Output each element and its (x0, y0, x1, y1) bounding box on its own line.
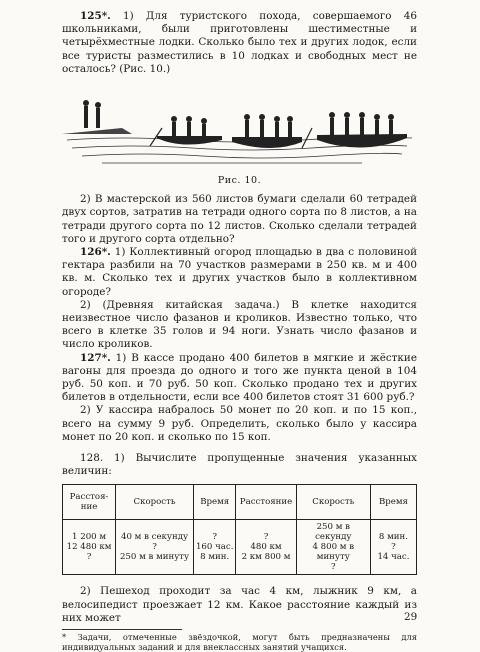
problem-number: 125*. (80, 10, 111, 22)
cell-value: 160 час. (195, 542, 234, 553)
problem-128-part2: 2) Пешеход проходит за час 4 км, лыжник 9 км, а велосипедист проезжает 12 км. Какое расстояние каждый из них может (62, 585, 417, 624)
table-header-row (63, 485, 417, 520)
cell-time (193, 520, 235, 575)
footnote: * Задачи, отмеченные звёздочкой, могут быть предназначены для индивидуальных заданий и для внеклассных занятий учащихся. (62, 632, 417, 652)
cell-value: 1 200 м (72, 532, 107, 543)
cell-value: 8 мин. (378, 532, 408, 543)
header-speed-2: Скорость (296, 485, 370, 520)
cell-value: 8 мин. (200, 552, 230, 563)
cell-speed-2 (296, 520, 370, 575)
cell-value: 250 м в секунду (315, 522, 352, 543)
problem-128-heading: 128. 1) Вычислите пропущенные значения указанных величин: (62, 452, 417, 478)
cell-distance (63, 520, 116, 575)
figure-caption: Рис. 10. (217, 175, 262, 187)
problem-127-part2: 2) У кассира набралось 50 монет по 20 коп. и по 15 коп., всего на сумму 9 руб. Определить, сколько было у кассира монет по 20 коп. и сколько по 15 коп. (62, 404, 417, 443)
cell-value: ? (330, 562, 336, 573)
cell-value: ? (391, 542, 396, 553)
table-row (63, 520, 417, 575)
problem-126-part2: 2) (Древняя китайская задача.) В клетке находится неизвестное число фазанов и кроликов. Известно только, что всего в клетке 35 голов и 94 ноги. Узнать число фазанов и число кроликов. (62, 298, 417, 351)
header-time: Время (193, 485, 235, 520)
cell-value: ? (86, 552, 92, 563)
header-speed: Скорость (116, 485, 194, 520)
problem-number: 127*. (80, 351, 111, 364)
cell-value: ? (152, 542, 157, 553)
cell-value: 480 км (250, 542, 282, 553)
cell-value: 2 км 800 м (241, 552, 291, 563)
cell-value: 250 м в минуту (119, 552, 190, 563)
problem-number: 126*. (80, 246, 111, 259)
cell-value: ? (212, 532, 217, 543)
cell-time-2 (370, 520, 416, 575)
problem-125-part2: 2) В мастерской из 560 листов бумаги сделали 60 тетрадей двух сортов, затратив на тетради одного сорта по 8 листов, а на тетради другого сорта по 12 листов. Сколько сделали тетрадей того и другого сорта отдельно? (62, 193, 417, 245)
footnote-divider (62, 629, 182, 630)
problem-text: 1) Для туристского похода, совершаемого 46 школьниками, были приготовлены шестиместные и четырёхместные лодки. Сколько было тех и других лодок, если все туристы разместились в 10 лодках и свободных мест не осталось? (Рис. 10.) (62, 10, 417, 75)
header-distance: Расстоя-ние (63, 485, 116, 520)
textbook-page (62, 10, 417, 652)
cell-value: 14 час. (377, 552, 410, 563)
header-time-2: Время (370, 485, 416, 520)
cell-value: 40 м в секунду (121, 532, 189, 543)
boats-illustration (62, 80, 417, 170)
header-distance-2: Расстояние (236, 485, 296, 520)
problem-126-part1 (62, 246, 417, 299)
figure-boats (62, 80, 417, 170)
cell-speed (116, 520, 194, 575)
values-table (62, 484, 417, 575)
problem-127-part1 (62, 352, 417, 405)
cell-value: 4 800 м в минуту (312, 542, 355, 563)
problem-text: 1) Коллективный огород площадью в два с половиной гектара разбили на 70 участков размерами в 250 кв. м и 400 кв. м. Сколько тех и других участков было в коллективном огороде? (62, 246, 417, 298)
cell-value: 12 480 км (66, 542, 112, 553)
problem-text: 1) В кассе продано 400 билетов в мягкие и жёсткие вагоны для проезда до одного и того же пункта ценой в 104 руб. 50 коп. и 70 руб. 50 коп. Сколько продано тех и других билетов в отдельности, если все 400 билетов стоят 31 600 руб.? (62, 351, 417, 404)
problem-125-part1 (62, 10, 417, 76)
cell-distance-2 (236, 520, 296, 575)
cell-value: ? (263, 532, 269, 543)
page-number: 29 (404, 611, 418, 623)
